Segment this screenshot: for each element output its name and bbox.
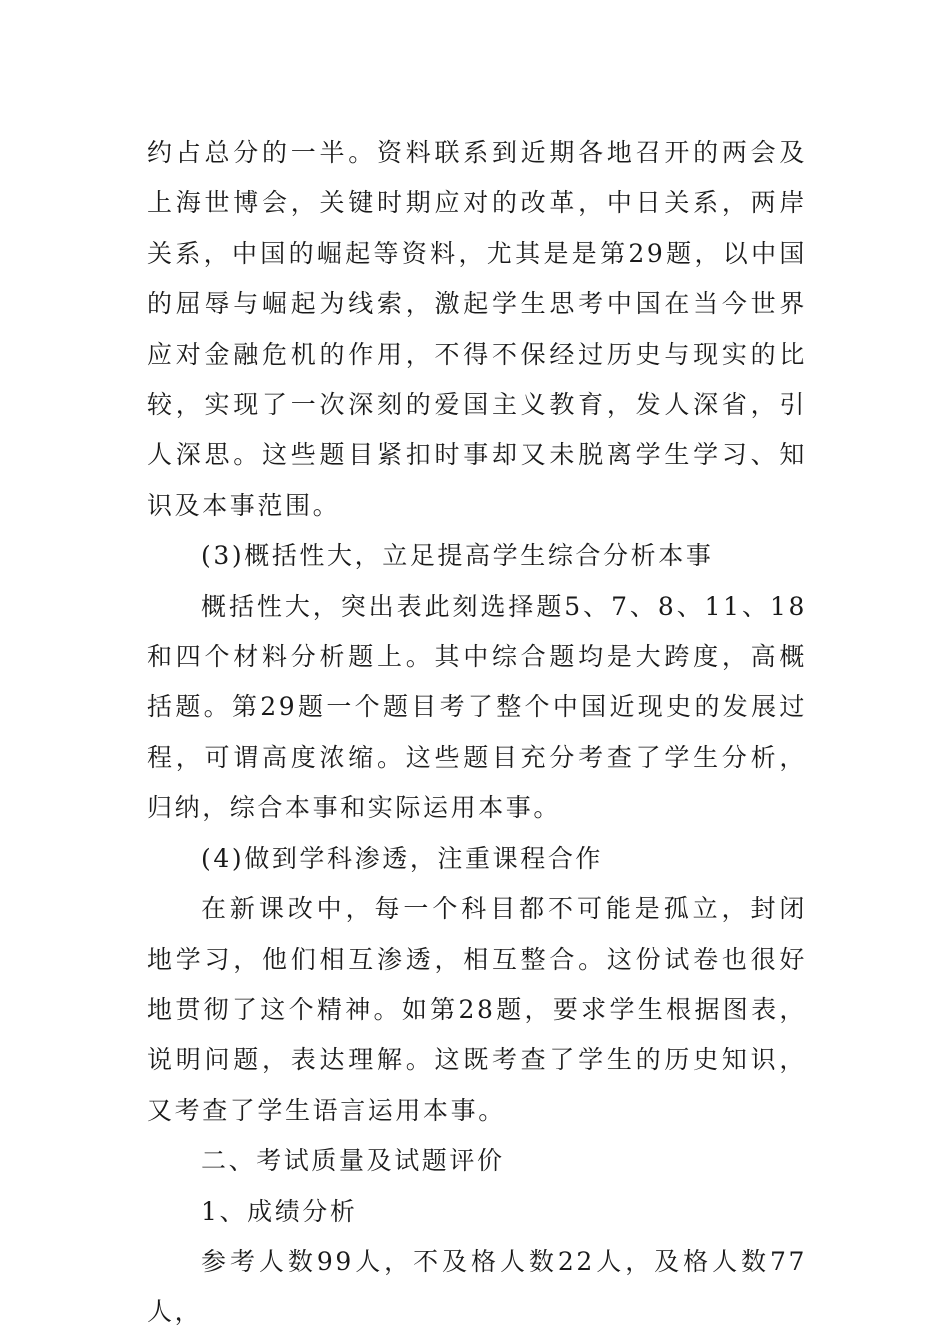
paragraph-score-stats: 参考人数99人，不及格人数22人，及格人数77人， xyxy=(147,1246,807,1327)
document-body xyxy=(147,128,807,1338)
paragraph-interdisciplinary: 在新课改中，每一个科目都不可能是孤立，封闭地学习，他们相互渗透，相互整合。这份试卷也很好地贯彻了这个精神。如第28题，要求学生根据图表，说明问题，表达理解。这既考查了学生的历史知识，又考查了学生语言运用本事。 xyxy=(147,894,807,1125)
paragraph-generality: 概括性大，突出表此刻选择题5、7、8、11、18和四个材料分析题上。其中综合题均是大跨度，高概括题。第29题一个题目考了整个中国近现史的发展过程，可谓高度浓缩。这些题目充分考查了学生分析，归纳，综合本事和实际运用本事。 xyxy=(147,591,807,823)
subheading-generality: (3)概括性大，立足提高学生综合分析本事 xyxy=(201,541,714,571)
section-heading-quality: 二、考试质量及试题评价 xyxy=(201,1146,505,1176)
subheading-score-analysis: 1、成绩分析 xyxy=(201,1196,358,1226)
paragraph-continuation: 约占总分的一半。资料联系到近期各地召开的两会及上海世博会，关键时期应对的改革，中日关系，两岸关系，中国的崛起等资料，尤其是是第29题，以中国的屈辱与崛起为线索，激起学生思考中国在当今世界应对金融危机的作用，不得不保经过历史与现实的比较，实现了一次深刻的爱国主义教育，发人深省，引人深思。这些题目紧扣时事却又未脱离学生学习、知识及本事范围。 xyxy=(147,138,807,520)
subheading-interdisciplinary: (4)做到学科渗透，注重课程合作 xyxy=(201,843,604,873)
